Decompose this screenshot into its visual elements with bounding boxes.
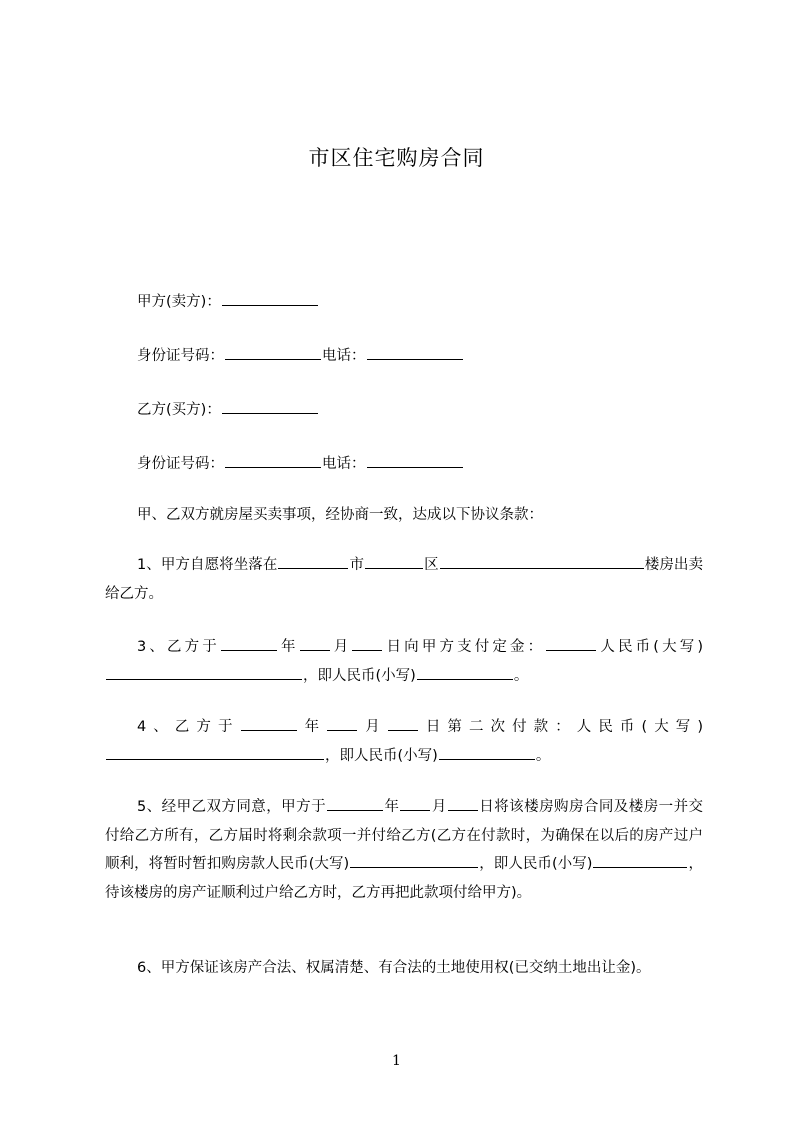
document-title: 市区住宅购房合同: [308, 146, 485, 170]
party-b-phone-label: 电话：: [322, 456, 366, 472]
party-a-name-blank[interactable]: [222, 291, 318, 306]
deposit-day-blank[interactable]: [352, 636, 382, 651]
party-a-label: 甲方(卖方)：: [137, 294, 221, 310]
clause-3-text-c: 月: [330, 639, 352, 655]
party-a-line: [137, 291, 319, 312]
clause-1-text-c: 区: [424, 557, 439, 573]
clause-4-text-f: 。: [535, 747, 551, 764]
clause-5-text-b: 年: [384, 799, 400, 815]
clause-6: 6、甲方保证该房产合法、权属清楚、有合法的土地使用权(已交纳土地出让金)。: [137, 960, 651, 976]
handover-day-blank[interactable]: [448, 796, 478, 811]
clause-4-text-b: 年: [297, 719, 327, 735]
party-a-phone-blank[interactable]: [367, 345, 463, 360]
deposit-year-blank[interactable]: [221, 636, 277, 651]
city-blank[interactable]: [278, 554, 348, 569]
clause-4: [105, 713, 703, 770]
clause-3-text-g: 。: [513, 667, 529, 684]
clause-3-text-b: 年: [277, 639, 299, 655]
party-a-phone-label: 电话：: [322, 348, 366, 364]
clause-1-text-d: 楼房出卖给乙方。: [105, 557, 703, 602]
clause-5-text-d: 日将该楼房购房合同及楼房一并交付给乙方所有，乙方届时将剩余款项一并付给乙方(乙方在付款时，为确保在以后的房产过户顺利，将暂时暂扣购房款人民币(大写): [105, 799, 704, 872]
clause-3-text-f: ，即人民币(小写): [303, 667, 416, 684]
clause-1: [105, 551, 703, 608]
deposit-uppercase-blank[interactable]: [106, 665, 302, 680]
handover-month-blank[interactable]: [400, 796, 430, 811]
clause-3-text-e: 人民币(大写): [597, 639, 703, 655]
second-payment-uppercase-blank[interactable]: [106, 745, 324, 760]
second-payment-year-blank[interactable]: [241, 716, 297, 731]
clause-4-text-e: ，即人民币(小写): [325, 747, 438, 764]
second-payment-month-blank[interactable]: [327, 716, 357, 731]
clause-4-text-d: 日第二次付款：人民币(大写): [418, 719, 703, 735]
party-b-line: [137, 399, 319, 420]
clause-5-text-a: 5、经甲乙双方同意，甲方于: [137, 799, 327, 815]
deposit-amount-blank[interactable]: [546, 636, 596, 651]
clause-3-text-a: 3、乙方于: [137, 639, 220, 655]
agreement-intro: 甲、乙双方就房屋买卖事项，经协商一致，达成以下协议条款：: [137, 507, 543, 523]
clause-3: [105, 633, 703, 690]
deposit-lowercase-blank[interactable]: [417, 665, 513, 680]
clause-5-text-c: 月: [431, 799, 447, 815]
district-blank[interactable]: [365, 554, 423, 569]
party-b-phone-blank[interactable]: [367, 453, 463, 468]
clause-4-text-c: 月: [358, 719, 387, 735]
party-b-name-blank[interactable]: [222, 399, 318, 414]
handover-year-blank[interactable]: [327, 796, 383, 811]
clause-5: [105, 793, 703, 907]
clause-4-text-a: 4、乙方于: [137, 719, 240, 735]
clause-5-text-f: ，待该楼房的房产证顺利过户给乙方时，乙方再把此款项付给甲方)。: [105, 856, 704, 901]
clause-1-text-a: 1、甲方自愿将坐落在: [137, 557, 278, 573]
page-number: 1: [392, 1053, 401, 1069]
second-payment-day-blank[interactable]: [388, 716, 418, 731]
party-b-id-line: [137, 453, 464, 474]
party-b-id-label: 身份证号码：: [137, 456, 224, 472]
withheld-uppercase-blank[interactable]: [350, 853, 478, 868]
second-payment-lowercase-blank[interactable]: [439, 745, 535, 760]
party-b-label: 乙方(买方)：: [137, 402, 221, 418]
deposit-month-blank[interactable]: [300, 636, 330, 651]
party-a-id-line: [137, 345, 464, 366]
party-a-id-blank[interactable]: [225, 345, 321, 360]
clause-3-text-d: 日向甲方支付定金：: [383, 639, 546, 655]
address-blank[interactable]: [440, 554, 644, 569]
clause-1-text-b: 市: [349, 557, 365, 573]
party-a-id-label: 身份证号码：: [137, 348, 224, 364]
clause-5-text-e: ，即人民币(小写): [479, 856, 593, 872]
party-b-id-blank[interactable]: [225, 453, 321, 468]
withheld-lowercase-blank[interactable]: [593, 853, 687, 868]
